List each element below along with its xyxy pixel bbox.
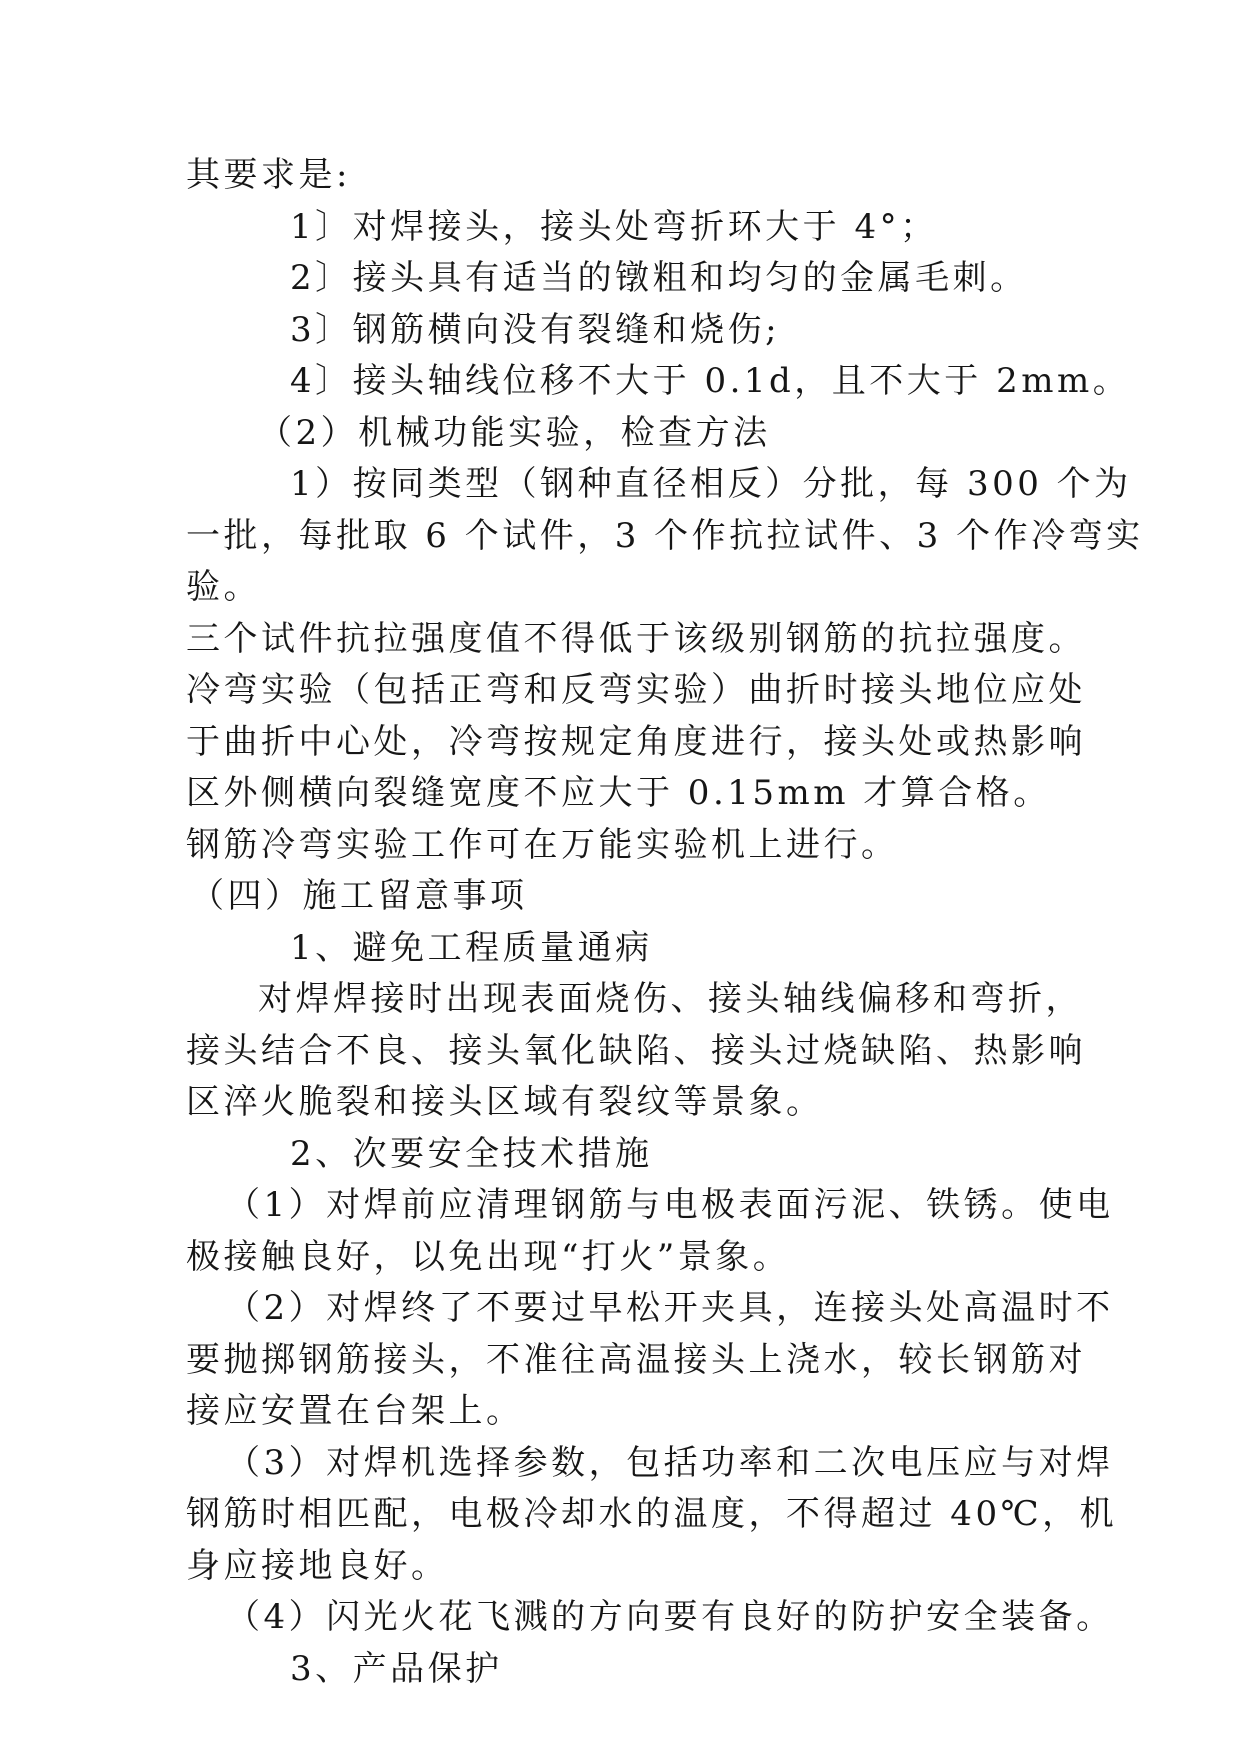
text-line: 3、产品保护 [290,1648,503,1689]
text-line: （2）对焊终了不要过早松开夹具，连接头处高温时不 [226,1288,1114,1328]
text-line: 冷弯实验（包括正弯和反弯实验）曲折时接头地位应处 [186,670,1086,710]
text-line: （4）闪光火花飞溅的方向要有良好的防护安全装备。 [226,1597,1114,1637]
text-line: 其要求是: [186,155,351,195]
text-line: （四）施工留意事项 [190,876,528,916]
text-line: 1、避免工程质量通病 [290,927,653,968]
text-line: （1）对焊前应清理钢筋与电极表面污泥、铁锈。使电 [226,1185,1114,1225]
text-line: 身应接地良好。 [186,1545,449,1586]
text-line: （2）机械功能实验，检查方法 [258,412,771,453]
text-line: 钢筋时相匹配，电极冷却水的温度，不得超过 40℃，机 [186,1494,1118,1534]
text-line: 4〕接头轴线位移不大于 0.1d，且不大于 2mm。 [290,361,1131,401]
text-line: 验。 [186,567,261,607]
text-line: 极接触良好，以免出现“打火”景象。 [186,1236,791,1277]
text-line: 3〕钢筋横向没有裂缝和烧伤; [290,309,781,350]
text-line: 于曲折中心处，冷弯按规定角度进行，接头处或热影响 [186,721,1086,762]
text-line: 1）按同类型（钢种直径相反）分批，每 300 个为 [290,464,1132,504]
text-line: 区淬火脆裂和接头区域有裂纹等景象。 [186,1082,824,1122]
text-line: 接头结合不良、接头氧化缺陷、接头过烧缺陷、热影响 [186,1030,1086,1071]
text-line: 1〕对焊接头，接头处弯折环大于 4°； [290,206,938,247]
text-line: 接应安置在台架上。 [186,1391,524,1431]
text-line: 对焊焊接时出现表面烧伤、接头轴线偏移和弯折， [258,979,1083,1019]
text-line: 2、次要安全技术措施 [290,1133,653,1174]
text-line: 钢筋冷弯实验工作可在万能实验机上进行。 [186,824,899,865]
text-line: 2〕接头具有适当的镦粗和均匀的金属毛刺。 [290,258,1028,298]
document-body [186,150,1144,1695]
text-line: 区外侧横向裂缝宽度不应大于 0.15mm 才算合格。 [186,773,1051,813]
text-line: 三个试件抗拉强度值不得低于该级别钢筋的抗拉强度。 [186,618,1086,659]
text-line: 要抛掷钢筋接头，不准往高温接头上浇水，较长钢筋对 [186,1339,1086,1380]
text-line: （3）对焊机选择参数，包括功率和二次电压应与对焊 [226,1442,1114,1483]
text-line: 一批，每批取 6 个试件，3 个作抗拉试件、3 个作冷弯实 [186,515,1144,556]
